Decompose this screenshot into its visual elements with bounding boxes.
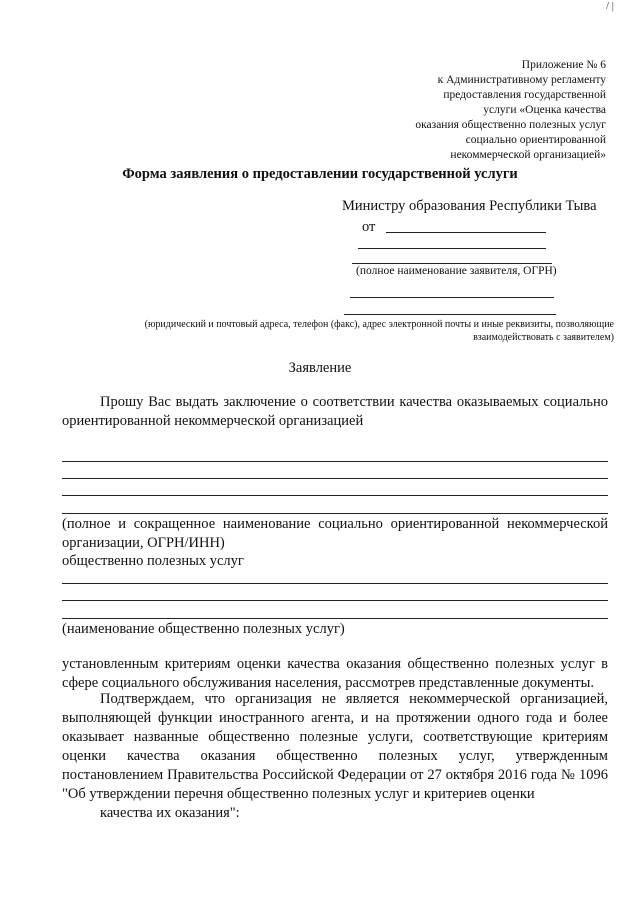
applicant-fill-line[interactable] bbox=[386, 232, 546, 233]
applicant-fill-line[interactable] bbox=[352, 263, 552, 264]
organization-caption: (полное и сокращенное наименование социально ориентированной некоммерческой организации, ОГРН/ИНН) bbox=[62, 516, 608, 551]
from-label: от bbox=[362, 219, 376, 235]
confirmation-text: Подтверждаем, что организация не является некоммерческой организацией, выполняющей функции иностранного агента, и на протяжении одного года и более оказывает названные общественно полезные услуги, соответствующие критериям оценки качества оказания общественно полезных услуг, утвержденным постановлением Правительства Российской Федерации от 27 октября 2016 года № 1096 "Об утверждении перечня общественно полезных услуг и критериев оценки bbox=[62, 691, 608, 802]
annex-line: оказания общественно полезных услуг bbox=[415, 119, 606, 131]
services-fill-line[interactable] bbox=[62, 600, 608, 601]
annex-line: Приложение № 6 bbox=[521, 59, 606, 71]
annex-line: услуги «Оценка качества bbox=[483, 104, 606, 116]
addressee: Министру образования Республики Тыва bbox=[342, 198, 597, 214]
services-fill-line[interactable] bbox=[62, 583, 608, 584]
requisites-fill-line[interactable] bbox=[350, 297, 554, 298]
requisites-caption: (юридический и почтовый адреса, телефон (факс), адрес электронной почты и иные реквизиты, позволяющие взаимодействовать с заявителем) bbox=[144, 319, 614, 343]
criteria-paragraph: установленным критериям оценки качества оказания общественно полезных услуг в сфере социального обслуживания населения, рассмотрев представленные документы. bbox=[62, 656, 608, 691]
form-title: Форма заявления о предоставлении государственной услуги bbox=[122, 166, 518, 182]
services-label: общественно полезных услуг bbox=[62, 553, 244, 569]
requisites-fill-line[interactable] bbox=[344, 314, 556, 315]
annex-line: некоммерческой организацией» bbox=[450, 149, 606, 161]
services-fill-line[interactable] bbox=[62, 618, 608, 619]
annex-line: предоставления государственной bbox=[443, 89, 606, 101]
services-caption: (наименование общественно полезных услуг) bbox=[62, 621, 345, 637]
applicant-fill-line[interactable] bbox=[358, 248, 546, 249]
organization-fill-line[interactable] bbox=[62, 495, 608, 496]
organization-fill-line[interactable] bbox=[62, 478, 608, 479]
organization-fill-line[interactable] bbox=[62, 513, 608, 514]
confirmation-paragraph bbox=[62, 690, 608, 823]
page-corner-mark: / | bbox=[605, 0, 614, 12]
confirmation-last-line: качества их оказания": bbox=[100, 805, 240, 821]
annex-line: к Административному регламенту bbox=[437, 74, 606, 86]
request-paragraph: Прошу Вас выдать заключение о соответствии качества оказываемых социально ориентированной некоммерческой организацией bbox=[62, 394, 608, 429]
annex-header bbox=[415, 58, 606, 163]
statement-title: Заявление bbox=[288, 360, 352, 376]
organization-fill-line[interactable] bbox=[62, 461, 608, 462]
annex-line: социально ориентированной bbox=[465, 134, 606, 146]
applicant-caption: (полное наименование заявителя, ОГРН) bbox=[356, 265, 557, 277]
